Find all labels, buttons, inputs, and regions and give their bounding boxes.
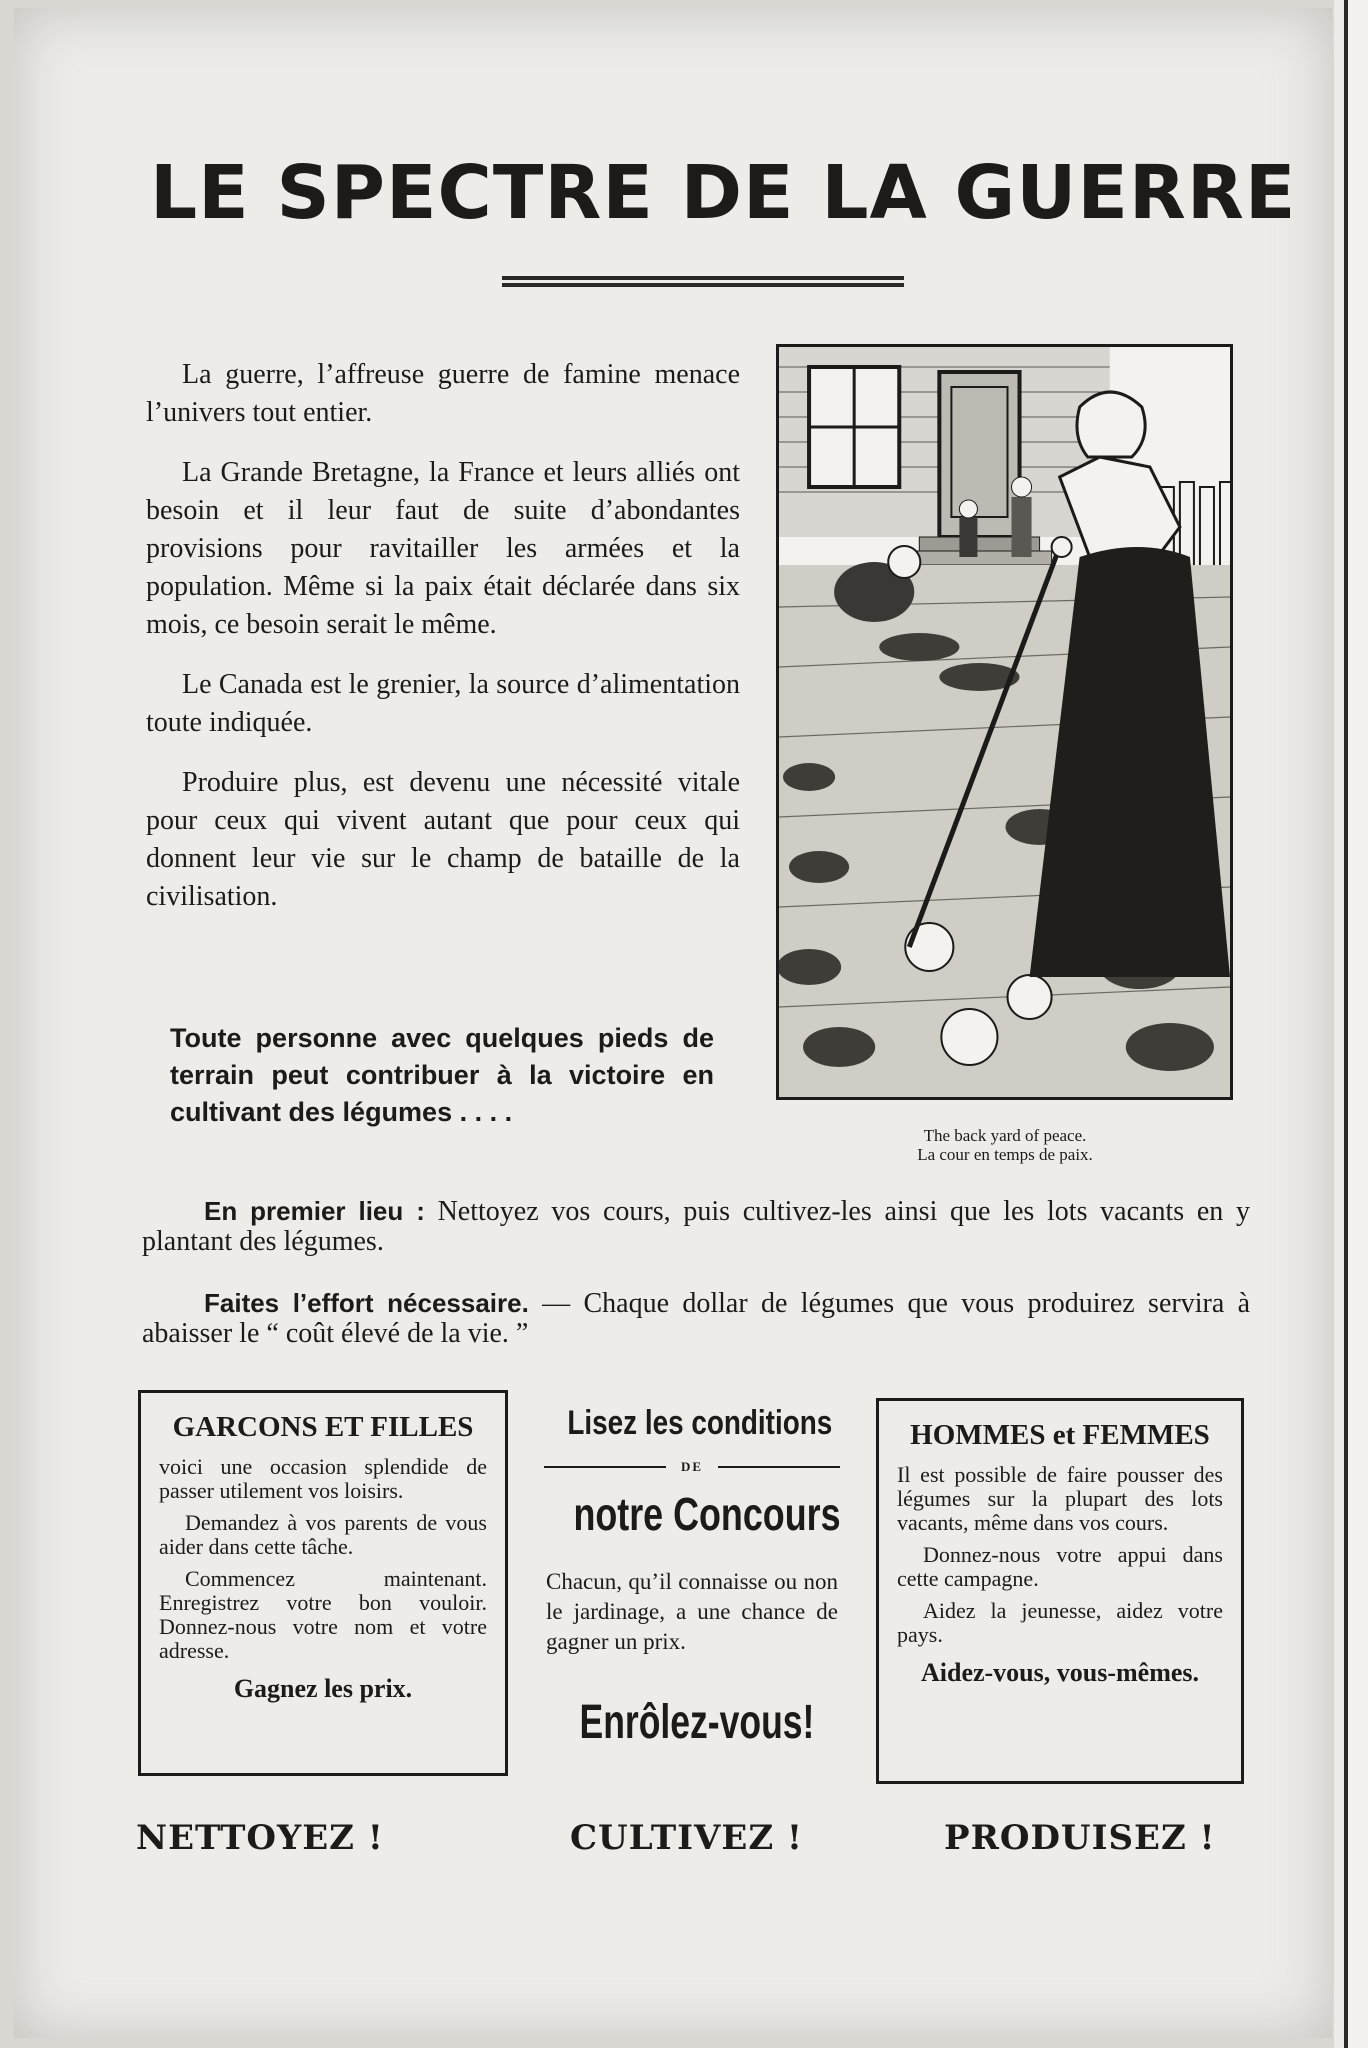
contest-conditions-heading: Lisez les conditions — [567, 1404, 833, 1442]
intro-paragraph: La guerre, l’affreuse guerre de famine menace l’univers tout entier. — [146, 359, 740, 428]
slogan-cultivate: CULTIVEZ ! — [570, 1818, 803, 1858]
slogan-clean: NETTOYEZ ! — [136, 1818, 384, 1858]
garden-drawing — [779, 347, 1230, 1097]
contest-enrol: Enrôlez-vous! — [579, 1696, 815, 1749]
box-text: Donnez-nous votre appui dans cette campagne. — [897, 1542, 1223, 1591]
box-boys-girls-closer: Gagnez les prix. — [233, 1674, 413, 1703]
illustration-caption — [830, 1126, 1180, 1164]
first-step-lead: En premier lieu : — [204, 1196, 425, 1226]
first-step-paragraph — [142, 1196, 1250, 1257]
slogan-produce: PRODUISEZ ! — [944, 1818, 1216, 1858]
first-step-text: Nettoyez vos cours, puis cultivez-les ainsi que les lots vacants en y plantant des légumes. — [142, 1196, 1250, 1257]
box-men-women-heading: HOMMES et FEMMES — [910, 1419, 1210, 1451]
adjacent-page-edge — [1334, 0, 1368, 2048]
caption-english: The back yard of peace. — [923, 1126, 1087, 1145]
page-title: LE SPECTRE DE LA GUERRE — [150, 150, 1297, 236]
intro-paragraph: Produire plus, est devenu une nécessité vitale pour ceux qui vivent autant que pour ceux qui donnent leur vie sur le champ de bataille de la civilisation. — [146, 767, 740, 912]
intro-paragraph: Le Canada est le grenier, la source d’alimentation toute indiquée. — [146, 669, 740, 738]
contest-divider — [544, 1457, 840, 1477]
bold-note: Toute personne avec quelques pieds de terrain peut contribuer à la victoire en cultivant des légumes . . . . — [170, 1023, 714, 1127]
box-text: Il est possible de faire pousser des légumes sur la plupart des lots vacants, même dans vos cours. — [897, 1462, 1223, 1535]
contest-panel — [540, 1404, 844, 1750]
box-boys-girls-heading: GARCONS ET FILLES — [172, 1411, 474, 1443]
contest-de: DE — [680, 1459, 704, 1474]
garden-illustration — [776, 344, 1233, 1100]
box-text: voici une occasion splendide de passer utilement vos loisirs. — [159, 1454, 487, 1503]
effort-text: — Chaque dollar de légumes que vous produirez servira à abaisser le “ coût élevé de la vie. ” — [142, 1288, 1251, 1349]
contest-text: Chacun, qu’il connaisse ou non le jardinage, a une chance de gagner un prix. — [546, 1569, 838, 1654]
intro-paragraph: La Grande Bretagne, la France et leurs alliés ont besoin et il leur faut de suite d’abondantes provisions pour ravitailler les armées et la population. Même si la paix était déclarée dans six mois, ce besoin serait le même. — [146, 457, 740, 640]
box-text: Aidez la jeunesse, aidez votre pays. — [897, 1598, 1223, 1647]
box-text: Commencez maintenant. Enregistrez votre bon vouloir. Donnez-nous votre nom et votre adresse. — [159, 1566, 487, 1663]
intro-column — [146, 356, 740, 938]
box-men-women-closer: Aidez-vous, vous-mêmes. — [920, 1658, 1200, 1687]
caption-french: La cour en temps de paix. — [917, 1145, 1093, 1164]
box-text: Demandez à vos parents de vous aider dans cette tâche. — [159, 1510, 487, 1559]
box-men-women — [876, 1398, 1244, 1784]
title-double-rule — [502, 276, 904, 287]
box-boys-girls — [138, 1390, 508, 1776]
effort-lead: Faites l’effort nécessaire. — [204, 1288, 529, 1318]
contest-name: notre Concours — [573, 1488, 841, 1540]
effort-paragraph — [142, 1288, 1250, 1349]
